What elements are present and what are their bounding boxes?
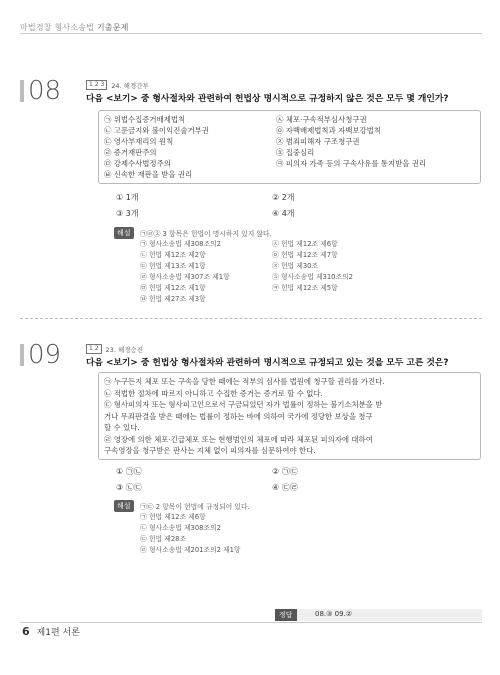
statement-line: 거나 무죄판결을 받은 때에는 법률이 정하는 바에 의하여 국가에 정당한 보상을 청구 — [104, 411, 373, 421]
answer-key: 08.③ 09.② — [315, 610, 353, 618]
explanation-line: ㉤ 헌법 제12조 제1항 — [140, 284, 206, 292]
list-item: ㉨ 범죄피해자 구조청구권 — [276, 137, 360, 146]
explanation-line: ㉧ 헌법 제12조 제7항 — [272, 251, 338, 259]
question-8-items-right — [276, 114, 426, 169]
footer-divider — [20, 622, 482, 623]
option-2: ② 2개 — [272, 193, 295, 202]
explanation-line: ㉩ 형사소송법 제310조의2 — [272, 273, 353, 281]
answer-strip — [275, 609, 482, 621]
explanation-line: ㉡ 형사소송법 제308조의2 — [140, 524, 221, 532]
list-item: ㉦ 체포·구속적부심사청구권 — [276, 115, 367, 124]
page-footer — [22, 625, 80, 638]
explanation-right-column — [272, 239, 353, 294]
explanation-tag: 해설 — [114, 227, 134, 239]
list-item: ㉪ 피의자 가족 등의 구속사유를 통지받을 권리 — [276, 159, 426, 168]
header-divider — [20, 33, 482, 34]
header-book-title: 마법경찰 형사소송법 — [20, 23, 95, 32]
statement-line: 할 수 있다. — [104, 423, 140, 432]
list-item: ㉤ 강제수사법정주의 — [104, 159, 171, 168]
explanation-line: ㉠ 형사소송법 제308조의2 — [140, 240, 221, 248]
question-9-meta — [86, 344, 143, 354]
explanation-line: ㉣ 형사소송법 제201조의2 제1항 — [140, 546, 241, 554]
explanation-lines — [140, 512, 241, 556]
option-1: ① 1개 — [116, 193, 139, 202]
list-item: ㉢ 영사부재리의 원칙 — [104, 137, 174, 146]
explanation-heading: ㉠㉢ 2 항목이 헌법에 규정되어 있다. — [140, 503, 250, 511]
list-item: ㉠ 위법수집증거배제법칙 — [104, 115, 186, 124]
list-item: ㉥ 신속한 재판을 받을 권리 — [104, 170, 193, 179]
question-source: 23. 해경승진 — [105, 345, 144, 354]
question-separator — [20, 318, 482, 319]
list-item: ㉡ 고문금지와 불이익진술거부권 — [104, 126, 209, 135]
question-9-statements — [104, 376, 385, 457]
statement-line: ㉣ 영장에 의한 체포·긴급체포 또는 현행범인의 체포에 따라 체포된 피의자에 대하여 — [104, 434, 373, 444]
question-8-items-left — [104, 114, 209, 180]
statement-line: ㉡ 적법한 절차에 따르지 아니하고 수집한 증거는 증거로 할 수 없다. — [104, 388, 323, 398]
explanation-line: ㉨ 헌법 제30조 — [272, 262, 319, 270]
option-4: ④ 4개 — [272, 209, 295, 218]
explanation-line: ㉡ 헌법 제12조 제2항 — [140, 251, 206, 259]
explanation-line: ㉪ 헌법 제12조 제5항 — [272, 284, 338, 292]
footer-section: 제1편 서론 — [36, 628, 80, 638]
statement-line: ㉢ 형사피의자 또는 형사피고인으로서 구금되었던 자가 법률이 정하는 불기소처분을 받 — [104, 400, 383, 409]
statement-line: ㉠ 누구든지 체포 또는 구속을 당한 때에는 적부의 심사를 법원에 청구할 권리를 가진다. — [104, 377, 385, 386]
question-9-number: 09 — [28, 340, 62, 370]
difficulty-box: 1 2 — [86, 344, 102, 354]
question-9-text: 다음 <보기> 중 헌법상 형사절차와 관련하여 명시적으로 규정되고 있는 것을 모두 고른 것은? — [86, 358, 449, 368]
question-8-text: 다음 <보기> 중 형사절차와 관련하여 헌법상 명시적으로 규정하지 않은 것은 모두 몇 개인가? — [86, 94, 449, 104]
explanation-line: ㉢ 헌법 제13조 제1항 — [140, 262, 206, 270]
explanation-line: ㉢ 헌법 제28조 — [140, 535, 187, 543]
explanation-line: ㉥ 헌법 제27조 제3항 — [140, 295, 206, 303]
question-source: 24. 해경간부 — [111, 81, 149, 90]
page-number: 6 — [22, 625, 30, 638]
answer-tag: 정답 — [275, 609, 297, 621]
option-3: ③ ㉡㉢ — [116, 483, 142, 492]
option-1: ① ㉠㉡ — [116, 467, 142, 476]
option-3: ③ 3개 — [116, 209, 139, 218]
explanation-tag: 해설 — [114, 500, 134, 512]
statement-line: 구속영장을 청구받은 판사는 지체 없이 피의자를 심문하여야 한다. — [104, 446, 316, 455]
list-item: ㉣ 증거재판주의 — [104, 148, 157, 157]
explanation-line: ㉠ 헌법 제12조 제6항 — [140, 513, 206, 521]
list-item: ㉧ 자백배제법칙과 자백보강법칙 — [276, 126, 381, 135]
question-8-meta — [86, 80, 149, 90]
explanation-line: ㉦ 헌법 제12조 제6항 — [272, 240, 338, 248]
explanation-heading: ㉠㉣㉩ 3 항목은 헌법이 명시하지 있지 않다. — [140, 230, 272, 238]
explanation-left-column — [140, 239, 230, 305]
header-section: 기출문제 — [96, 23, 129, 32]
explanation-line: ㉣ 형사소송법 제307조 제1항 — [140, 273, 230, 281]
question-8-marker-bar — [20, 80, 24, 102]
question-9-marker-bar — [20, 344, 24, 366]
running-header — [20, 22, 129, 33]
option-2: ② ㉠㉢ — [272, 467, 298, 476]
option-4: ④ ㉢㉣ — [272, 483, 298, 492]
list-item: ㉩ 집중심리 — [276, 148, 315, 157]
question-8-number: 08 — [28, 76, 62, 106]
difficulty-box: 1 2 3 — [86, 80, 107, 90]
